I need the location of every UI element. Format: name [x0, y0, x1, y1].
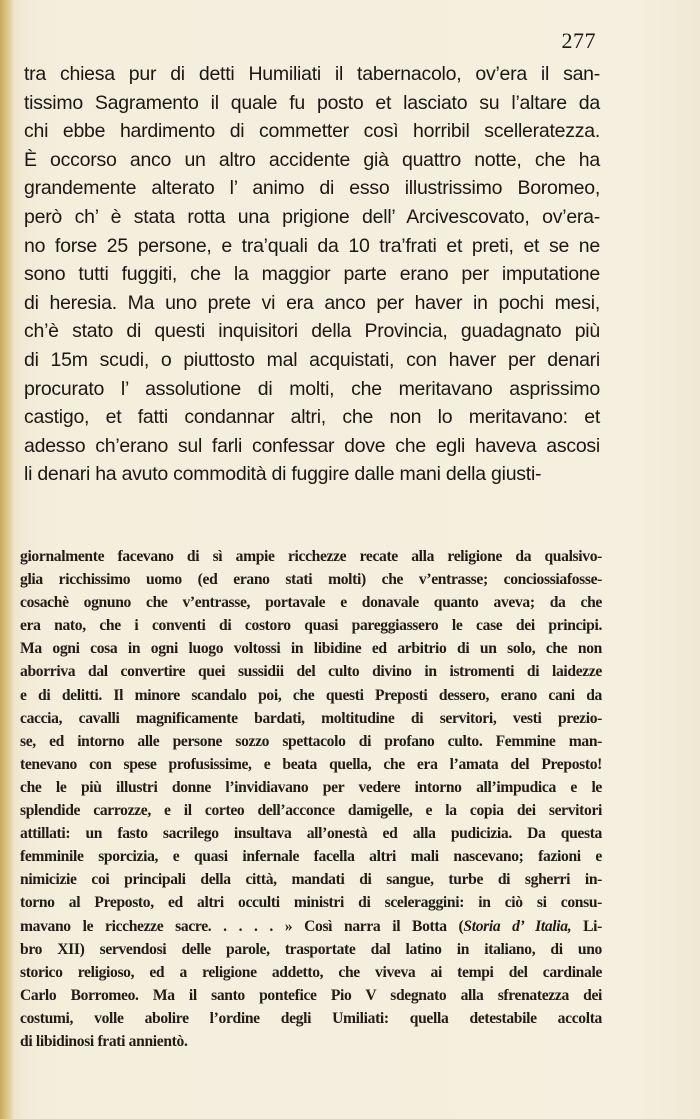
main-body-text [24, 60, 600, 489]
text-line: sono tutti fuggiti, che la maggior parte erano per imputatione [24, 263, 600, 286]
text-line: ch’è stato di questi inquisitori della Provincia, guadagnato più [24, 320, 600, 343]
binding-shadow [0, 0, 14, 1119]
footnote-line: cosachè ognuno che v’entrasse, portavale e donavale quanto aveva; da che [20, 594, 602, 612]
footnote-line: storico religioso, ed a religione addetto, che viveva ai tempi del cardinale [20, 963, 602, 981]
footnote-line-start: mavano le ricchezze sacre. . . . . » Così narra il Botta ( [20, 917, 464, 935]
text-line: tra chiesa pur di detti Humiliati il tabernacolo, ov’era il san- [24, 63, 600, 85]
text-line: li denari ha avuto commodità di fuggire dalle mani della giusti- [24, 463, 542, 486]
citation-tail: Li- [571, 917, 602, 935]
text-line: di 15m scudi, o piuttosto mal acquistati, con haver per denari [24, 348, 600, 371]
footnote-line: attillati: un fasto sacrilego insultava all’onestà ed alla pudicizia. Da questa [20, 825, 602, 843]
footnote-line: giornalmente facevano di sì ampie ricchezze recate alla religione da qualsivo- [20, 548, 602, 565]
footnote-line: costumi, volle abolire l’ordine degli Umiliati: quella detestabile accolta [20, 1009, 602, 1027]
footnote-line: Carlo Borromeo. Ma il santo pontefice Pio V sdegnato alla sfrenatezza dei [20, 986, 602, 1004]
footnote-line: era nato, che i conventi di costoro quasi pareggiassero le case dei principi. [20, 617, 602, 635]
footnote-line: splendide carrozze, e il corteo dell’acconce damigelle, e la copia dei servitori [20, 802, 602, 820]
footnote-text [20, 545, 602, 1053]
footnote-citation-line [20, 915, 602, 938]
text-line: castigo, et fatti condannar altri, che non lo meritavano: et [24, 406, 600, 429]
footnote-line: femminile sporcizia, e quasi infernale facella altri mali nascevano; fazioni e [20, 848, 602, 866]
footnote-line: di libidinosi frati annientò. [20, 1032, 188, 1050]
footnote-line: torno al Preposto, ed altri occulti ministri di sceleraggini: in ciò si consu- [20, 894, 602, 912]
text-line: adesso ch’erano sul farli confessar dove che egli haveva ascosi [24, 434, 600, 457]
footnote-line: che le più illustri donne l’invidiavano per vedere intorno all’impudica e le [20, 778, 602, 796]
page-number: 277 [561, 28, 596, 53]
text-line: di heresia. Ma uno prete vi era anco per haver in pochi mesi, [24, 291, 600, 314]
footnote-line: glia ricchissimo uomo (ed erano stati molti) che v’entrasse; conciossiafosse- [20, 571, 602, 589]
footnote-line: tenevano con spese profusissime, e beata quella, che era l’amata del Preposto! [20, 755, 602, 773]
footnote-line: bro XII) servendosi delle parole, trasportate dal latino in italiano, di uno [20, 940, 602, 958]
text-line: tissimo Sagramento il quale fu posto et lasciato su l’altare da [24, 91, 600, 114]
text-line: grandemente alterato l’ animo di esso illustrissimo Boromeo, [24, 177, 600, 200]
footnote-line: e di delitti. Il minore scandalo poi, che questi Preposti dessero, erano cani da [20, 686, 602, 704]
text-line: procurato l’ assolutione di molti, che meritavano asprissimo [24, 377, 600, 400]
footnote-line: Ma ogni cosa in ogni luogo voltossi in libidine ed arbitrio di un solo, che non [20, 640, 602, 658]
text-line: no forse 25 persone, e tra’quali da 10 tra’frati et preti, et se ne [24, 234, 600, 257]
text-line: È occorso anco un altro accidente già quattro notte, che ha [24, 148, 600, 171]
footnote-line: nimicizie coi principali della città, mandati di sangue, turbe di sgherri in- [20, 871, 602, 889]
text-line: però ch’ è stata rotta una prigione dell’ Arcivescovato, ov’era- [24, 205, 600, 228]
footnote-line: se, ed intorno alle persone sozzo spettacolo di profano culto. Femmine man- [20, 732, 602, 750]
footnote-line: caccia, cavalli magnificamente bardati, moltitudine di servitori, vesti prezio- [20, 709, 602, 727]
citation-title: Storia d’ Italia, [463, 917, 572, 935]
text-line: chi ebbe hardimento di commetter così horribil scelleratezza. [24, 120, 600, 143]
footnote-line: aborriva dal convertire quei sussidii del culto divino in istromenti di laidezze [20, 663, 602, 681]
